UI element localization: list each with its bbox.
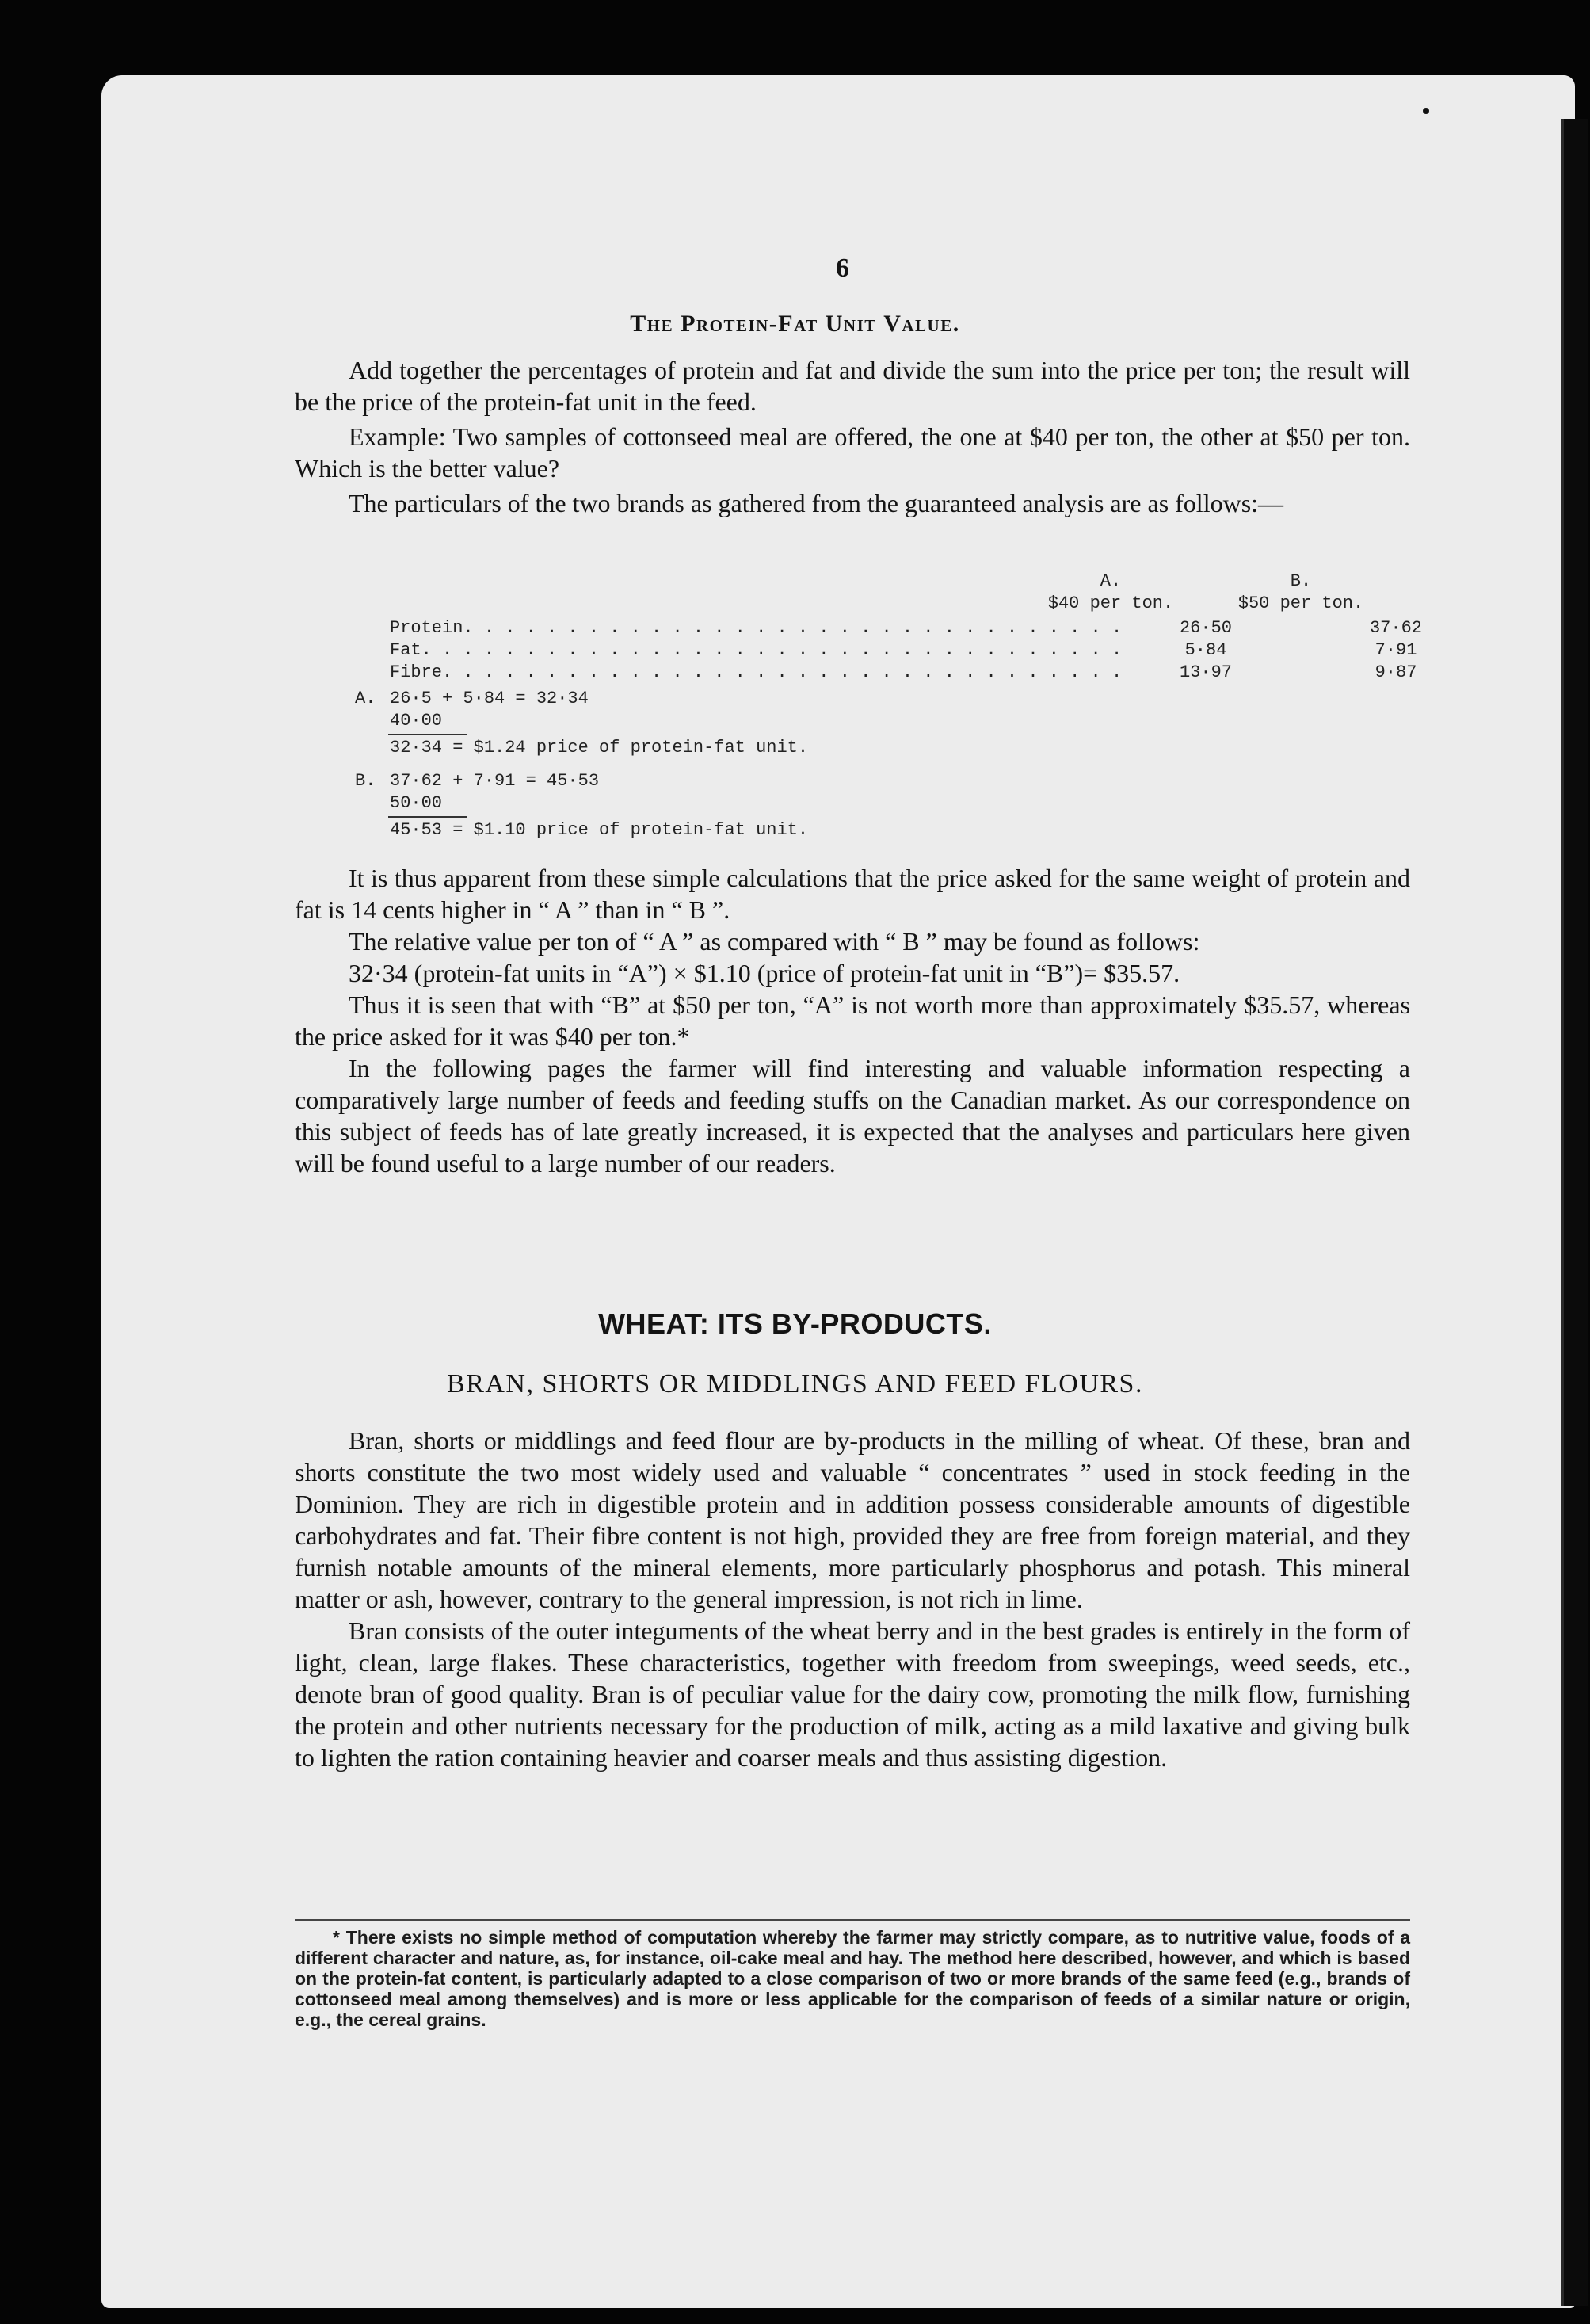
speck xyxy=(1423,108,1429,114)
intro-paragraph: Add together the percentages of protein and fat and divide the sum into the price per ton; the result will be the price of the protein-fat unit in the feed. xyxy=(295,356,1410,416)
fraction-line xyxy=(388,816,467,818)
adjacent-page-edge xyxy=(1561,119,1588,2306)
calc-a-sum: 26·5 + 5·84 = 32·34 xyxy=(390,689,589,708)
value-b: 9·87 xyxy=(1375,662,1417,682)
footnote-rule xyxy=(295,1919,1410,1921)
table-row xyxy=(390,662,1417,685)
intro-paragraph: Example: Two samples of cottonseed meal are offered, the one at $40 per ton, the other at $50 per ton. Which is the better value? xyxy=(295,422,1410,483)
wheat-subheading: BRAN, SHORTS OR MIDDLINGS AND FEED FLOURS. xyxy=(447,1369,1143,1399)
intro-paragraph: The particulars of the two brands as gathered from the guaranteed analysis are as follows:— xyxy=(349,489,1284,517)
wheat-paragraph: Bran, shorts or middlings and feed flour are by-products in the milling of wheat. Of these, bran and shorts constitute the two most widely used and valuable “ concentrates ” used in stock feeding in the Dominion. They are rich in digestible protein and in addition possess considerable amounts of digestible carbohydrates and fat. Their fibre content is not high, provided they are free from foreign material, and they furnish notable amounts of the mineral elements, more particularly phosphorus and potash. This mineral matter or ash, however, contrary to the general impression, is not rich in lime. xyxy=(295,1426,1410,1613)
row-label: Fibre. . . . . . . . . . . . . . . . . . . . . . . . . . . . . . . . . xyxy=(390,662,1123,682)
middle-paragraph: 32·34 (protein-fat units in “A”) × $1.10 (price of protein-fat unit in “B”)= $35.57. xyxy=(349,959,1180,987)
intro-text xyxy=(295,354,1410,519)
value-b: 37·62 xyxy=(1369,618,1422,638)
middle-text xyxy=(295,862,1410,1179)
page-number: 6 xyxy=(836,254,849,283)
footnote-text: * There exists no simple method of computation whereby the farmer may strictly compare, as to nutritive value, foods of a different character and nature, as, for instance, oil-cake meal and hay. The method here described, however, and which is based on the protein-fat content, is particularly adapted to a close comparison of two or more brands of the same feed (e.g., brands of cottonseed meal among themselves) and is more or less applicable for the comparison of feeds of a similar nature or origin, e.g., the cereal grains. xyxy=(295,1927,1410,2030)
footnote xyxy=(295,1927,1410,2030)
middle-paragraph: In the following pages the farmer will find interesting and valuable information respecting a comparatively large number of feeds and feeding stuffs on the Canadian market. As our correspondence on this subject of feeds has of late greatly increased, it is expected that the analyses and particulars here given will be found useful to a large number of our readers. xyxy=(295,1054,1410,1177)
row-label: Protein. . . . . . . . . . . . . . . . . . . . . . . . . . . . . . . . xyxy=(390,618,1123,638)
value-a: 26·50 xyxy=(1179,618,1232,638)
value-a: 13·97 xyxy=(1179,662,1232,682)
calc-b-result: 45·53 = $1.10 price of protein-fat unit. xyxy=(390,820,809,840)
calc-a-result: 32·34 = $1.24 price of protein-fat unit. xyxy=(390,738,809,757)
table-row xyxy=(390,618,1422,640)
calc-b-sum: 37·62 + 7·91 = 45·53 xyxy=(390,771,600,791)
col-a-label: A. xyxy=(1100,571,1122,591)
middle-paragraph: It is thus apparent from these simple calculations that the price asked for the same weight of protein and fat is 14 cents higher in “ A ” than in “ B ”. xyxy=(295,864,1410,924)
middle-paragraph: The relative value per ton of “ A ” as compared with “ B ” may be found as follows: xyxy=(349,927,1200,956)
value-a: 5·84 xyxy=(1184,640,1227,660)
fraction-line xyxy=(388,734,467,735)
col-b-price: $50 per ton. xyxy=(1237,593,1364,613)
wheat-text xyxy=(295,1425,1410,1773)
col-b-label: B. xyxy=(1290,571,1312,591)
col-a-price: $40 per ton. xyxy=(1047,593,1174,613)
calc-b-letter: B. xyxy=(355,771,376,791)
calc-b-divisor: 50·00 xyxy=(390,793,443,813)
wheat-paragraph: Bran consists of the outer integuments of the wheat berry and in the best grades is entirely in the form of light, clean, large flakes. These characteristics, together with freedom from sweepings, weed seeds, etc., denote bran of good quality. Bran is of peculiar value for the dairy cow, promoting the milk flow, furnishing the protein and other nutrients necessary for the production of milk, acting as a mild laxative and giving bulk to lighten the ration containing heavier and coarser meals and thus assisting digestion. xyxy=(295,1616,1410,1772)
row-label: Fat. . . . . . . . . . . . . . . . . . . . . . . . . . . . . . . . . . xyxy=(390,640,1123,660)
middle-paragraph: Thus it is seen that with “B” at $50 per ton, “A” is not worth more than approximately $35.57, whereas the price asked for it was $40 per ton.* xyxy=(295,990,1410,1051)
value-b: 7·91 xyxy=(1375,640,1417,660)
table-row xyxy=(390,640,1417,662)
calc-a-divisor: 40·00 xyxy=(390,711,443,731)
section-title: The Protein-Fat Unit Value. xyxy=(630,311,960,337)
wheat-heading: WHEAT: ITS BY-PRODUCTS. xyxy=(598,1307,992,1340)
calc-a-letter: A. xyxy=(355,689,376,708)
